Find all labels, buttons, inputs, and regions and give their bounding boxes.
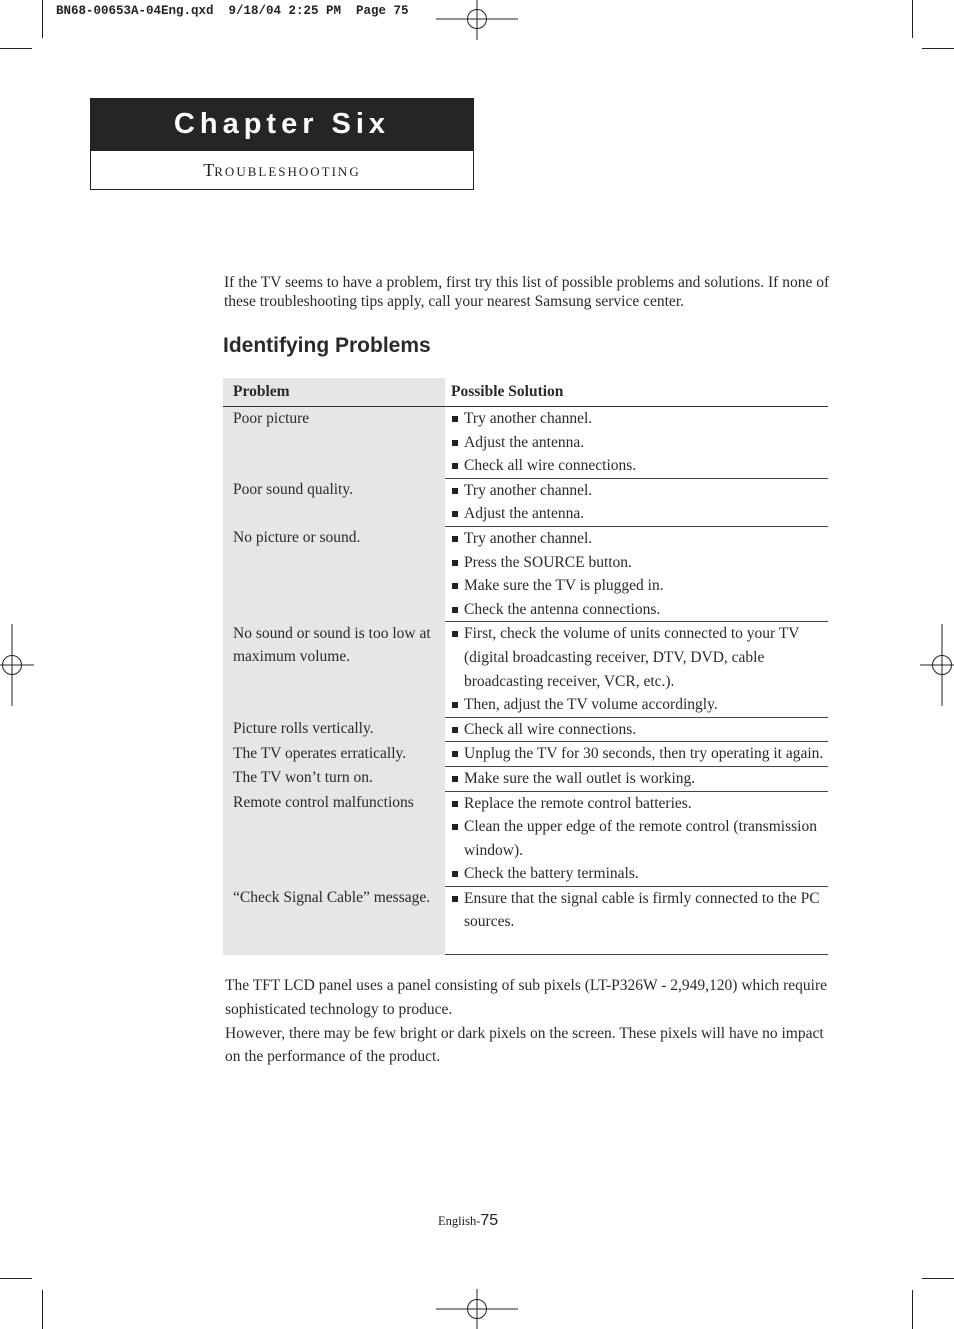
solution-cell <box>445 886 828 954</box>
print-slug: BN68-00653A-04Eng.qxd 9/18/04 2:25 PM Page 75 <box>56 4 409 18</box>
problem-cell: Poor sound quality. <box>223 478 445 526</box>
solution-item <box>451 862 828 886</box>
problem-cell: “Check Signal Cable” message. <box>223 886 445 954</box>
solution-item <box>451 767 828 791</box>
bullet-square-icon <box>452 801 458 807</box>
problem-cell: Poor picture <box>223 407 445 479</box>
solution-text: Make sure the TV is plugged in. <box>464 577 664 595</box>
solution-text: Check the antenna connections. <box>464 600 661 618</box>
solution-cell <box>445 766 828 791</box>
solution-cell <box>445 526 828 621</box>
crop-mark <box>912 1290 913 1329</box>
crop-mark <box>42 0 43 38</box>
bullet-square-icon <box>452 463 458 469</box>
solution-text: Clean the upper edge of the remote control (transmission window). <box>464 818 817 859</box>
table-row <box>223 742 828 767</box>
bullet-square-icon <box>452 631 458 637</box>
bullet-square-icon <box>452 896 458 902</box>
solution-text: Try another channel. <box>464 529 593 547</box>
bullet-square-icon <box>452 488 458 494</box>
chapter-title: Chapter Six <box>91 99 473 151</box>
solution-item <box>451 792 828 816</box>
solution-item <box>451 815 828 862</box>
solution-text: Then, adjust the TV volume accordingly. <box>464 696 718 714</box>
solution-cell <box>445 478 828 526</box>
crop-mark <box>42 1290 43 1329</box>
problem-cell: No picture or sound. <box>223 526 445 621</box>
solution-text: Press the SOURCE button. <box>464 553 632 571</box>
solution-item <box>451 718 828 742</box>
crop-mark <box>922 48 954 49</box>
bullet-square-icon <box>452 776 458 782</box>
solution-item <box>451 693 828 717</box>
chapter-subtitle-initial: T <box>203 160 215 180</box>
solution-item <box>451 407 828 431</box>
solution-text: Unplug the TV for 30 seconds, then try operating it again. <box>464 745 824 763</box>
bullet-square-icon <box>452 751 458 757</box>
solution-item <box>451 887 828 934</box>
solution-text: Check all wire connections. <box>464 457 637 475</box>
lcd-pixel-note <box>225 974 835 1069</box>
note-line: The TFT LCD panel uses a panel consisting of sub pixels (LT-P326W - 2,949,120) which require sophisticated technology to produce. <box>225 977 827 1018</box>
solution-text: Replace the remote control batteries. <box>464 794 692 812</box>
registration-mark-icon <box>436 1289 518 1329</box>
solution-item <box>451 574 828 598</box>
page-number: 75 <box>480 1212 499 1229</box>
solution-text: First, check the volume of units connected to your TV (digital broadcasting receiver, DTV, DVD, cable broadcasting receiver, VCR, etc.). <box>464 625 800 690</box>
note-line: However, there may be few bright or dark pixels on the screen. These pixels will have no impact on the performance of the product. <box>225 1024 824 1066</box>
column-header-solution: Possible Solution <box>445 378 828 407</box>
registration-mark-icon <box>436 0 518 40</box>
solution-text: Make sure the wall outlet is working. <box>464 769 696 787</box>
solution-text: Check all wire connections. <box>464 720 637 738</box>
table-header-row <box>223 378 828 407</box>
solution-item <box>451 622 828 693</box>
table-row <box>223 766 828 791</box>
solution-text: Check the battery terminals. <box>464 865 639 883</box>
footer-language: English- <box>438 1214 481 1228</box>
table-row <box>223 791 828 886</box>
solution-text: Try another channel. <box>464 481 593 499</box>
solution-item <box>451 598 828 622</box>
crop-mark <box>0 48 32 49</box>
solution-text: Ensure that the signal cable is firmly connected to the PC sources. <box>464 889 820 931</box>
solution-text: Adjust the antenna. <box>464 433 585 451</box>
table-row <box>223 407 828 479</box>
bullet-square-icon <box>452 727 458 733</box>
bullet-square-icon <box>452 560 458 566</box>
column-header-problem: Problem <box>223 378 445 407</box>
solution-item <box>451 527 828 551</box>
table-row <box>223 526 828 621</box>
crop-mark <box>0 1278 32 1279</box>
chapter-subtitle <box>91 151 473 191</box>
bullet-square-icon <box>452 511 458 517</box>
troubleshooting-table <box>223 378 828 955</box>
solution-cell <box>445 407 828 479</box>
solution-item <box>451 431 828 455</box>
solution-item <box>451 479 828 503</box>
table-row <box>223 717 828 742</box>
problem-cell: No sound or sound is too low at maximum volume. <box>223 622 445 717</box>
chapter-subtitle-rest: ROUBLESHOOTING <box>214 164 361 179</box>
solution-text: Adjust the antenna. <box>464 505 585 523</box>
problem-cell: Picture rolls vertically. <box>223 717 445 742</box>
table-row <box>223 478 828 526</box>
solution-item <box>451 742 828 766</box>
bullet-square-icon <box>452 416 458 422</box>
crop-mark <box>912 0 913 38</box>
crop-mark <box>922 1278 954 1279</box>
bullet-square-icon <box>452 702 458 708</box>
section-heading: Identifying Problems <box>223 334 431 357</box>
page-footer <box>438 1212 498 1230</box>
table-row <box>223 886 828 954</box>
solution-cell <box>445 717 828 742</box>
problem-cell: The TV won’t turn on. <box>223 766 445 791</box>
bullet-square-icon <box>452 583 458 589</box>
table-row <box>223 622 828 717</box>
bullet-square-icon <box>452 824 458 830</box>
bullet-square-icon <box>452 440 458 446</box>
bullet-square-icon <box>452 607 458 613</box>
solution-item <box>451 454 828 478</box>
bullet-square-icon <box>452 871 458 877</box>
solution-cell <box>445 791 828 886</box>
intro-paragraph: If the TV seems to have a problem, first try this list of possible problems and solutions. If none of these troubleshooting tips apply, call your nearest Samsung service center. <box>224 274 830 310</box>
solution-item <box>451 551 828 575</box>
solution-text: Try another channel. <box>464 410 593 427</box>
registration-mark-icon <box>0 624 34 706</box>
solution-item <box>451 502 828 526</box>
solution-cell <box>445 622 828 717</box>
problem-cell: Remote control malfunctions <box>223 791 445 886</box>
registration-mark-icon <box>920 624 954 706</box>
problem-cell: The TV operates erratically. <box>223 742 445 767</box>
bullet-square-icon <box>452 536 458 542</box>
chapter-header <box>90 98 474 190</box>
solution-cell <box>445 742 828 767</box>
